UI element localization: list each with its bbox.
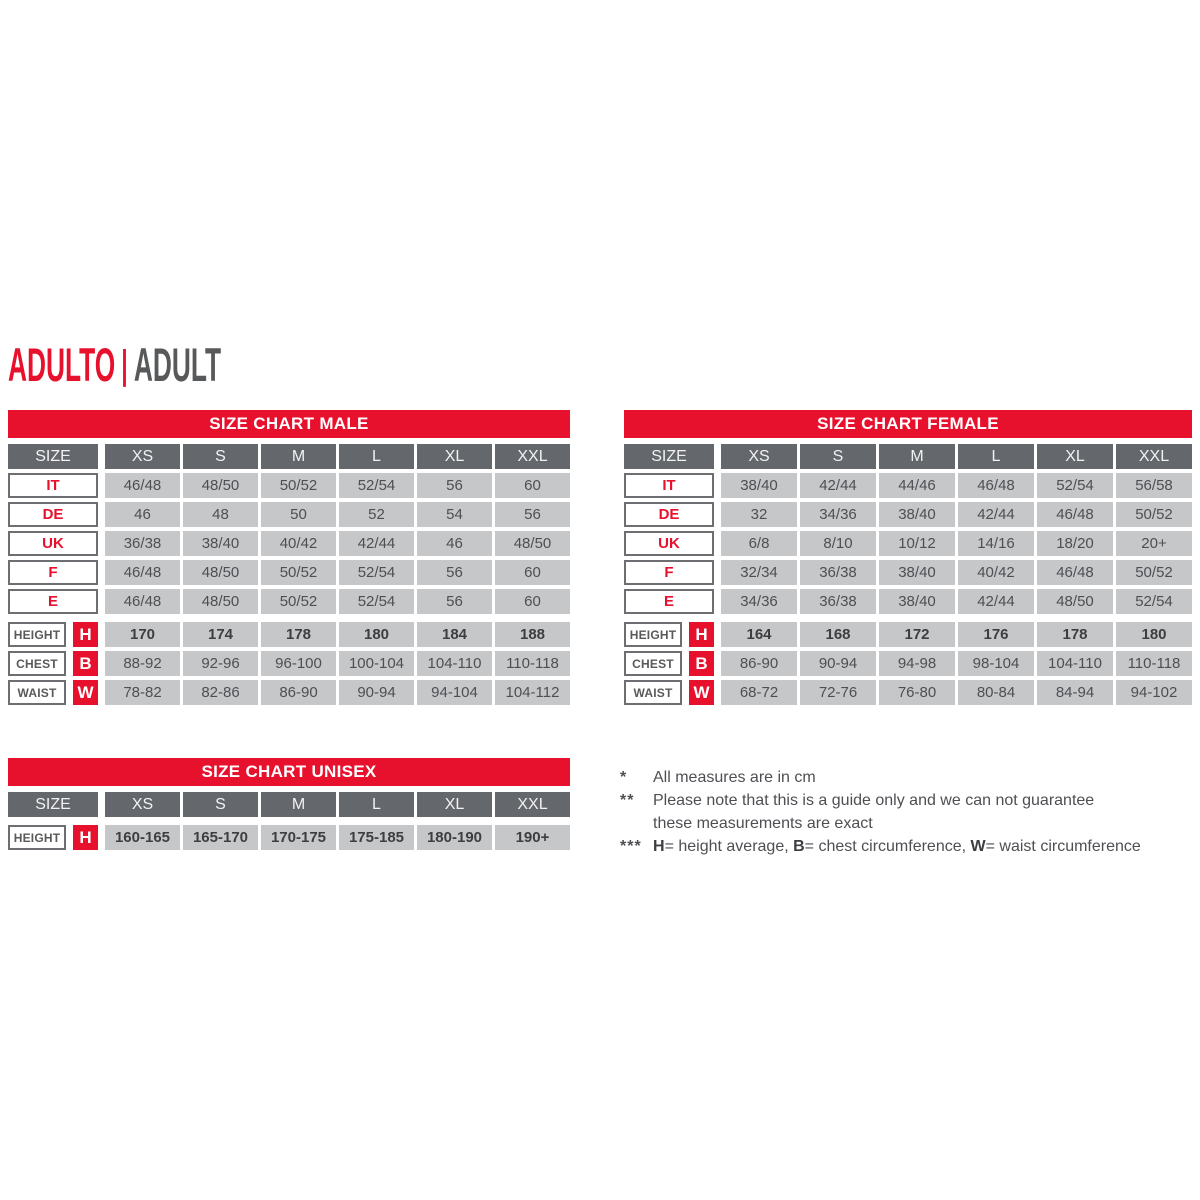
column-header-cell: L <box>958 444 1034 469</box>
data-cell: 176 <box>958 622 1034 647</box>
data-cell: 46/48 <box>1037 560 1113 585</box>
data-cell: 96-100 <box>261 651 336 676</box>
data-cell: 48/50 <box>495 531 570 556</box>
measure-label: WAIST <box>8 680 66 705</box>
data-cell: 164 <box>721 622 797 647</box>
column-header-cell: XS <box>721 444 797 469</box>
footnote-segment: = height average, <box>664 838 794 855</box>
data-cell: 174 <box>183 622 258 647</box>
data-cell: 170-175 <box>261 825 336 850</box>
data-cell: 54 <box>417 502 492 527</box>
data-cell: 94-98 <box>879 651 955 676</box>
column-header-cell: M <box>261 792 336 817</box>
data-cell: 52/54 <box>339 589 414 614</box>
measure-row <box>624 680 1192 705</box>
data-cells <box>105 680 570 705</box>
footnote-text <box>653 835 1200 858</box>
column-header-cell: XL <box>417 792 492 817</box>
data-cell: 92-96 <box>183 651 258 676</box>
data-cells <box>105 651 570 676</box>
data-cell: 78-82 <box>105 680 180 705</box>
data-cell: 40/42 <box>261 531 336 556</box>
data-cell: 180-190 <box>417 825 492 850</box>
data-cell: 52 <box>339 502 414 527</box>
data-cell: 170 <box>105 622 180 647</box>
column-header-row <box>8 444 570 469</box>
data-cell: 180 <box>1116 622 1192 647</box>
size-chart-male-table <box>8 410 570 705</box>
data-cells <box>105 502 570 527</box>
data-cell: 50/52 <box>261 589 336 614</box>
data-cell: 42/44 <box>800 473 876 498</box>
footnote-marker: *** <box>620 838 642 855</box>
data-cell: 34/36 <box>800 502 876 527</box>
data-cell: 42/44 <box>958 502 1034 527</box>
data-cell: 32 <box>721 502 797 527</box>
row-label-col <box>624 531 714 556</box>
data-cells <box>721 560 1192 585</box>
data-cell: 104-110 <box>417 651 492 676</box>
column-header-cells <box>105 444 570 469</box>
data-cell: 98-104 <box>958 651 1034 676</box>
size-chart-unisex-table <box>8 758 570 850</box>
data-cells <box>105 473 570 498</box>
data-cell: 38/40 <box>879 560 955 585</box>
column-header-cell: L <box>339 792 414 817</box>
measure-label-col <box>8 651 98 676</box>
size-row <box>8 473 570 498</box>
data-cell: 68-72 <box>721 680 797 705</box>
data-cell: 46 <box>105 502 180 527</box>
row-label-col <box>624 473 714 498</box>
data-cell: 50/52 <box>261 560 336 585</box>
data-cell: 46/48 <box>105 473 180 498</box>
table-title-bar: SIZE CHART UNISEX <box>8 758 570 786</box>
measure-badge: W <box>689 680 714 705</box>
data-cell: 84-94 <box>1037 680 1113 705</box>
data-cell: 50/52 <box>1116 560 1192 585</box>
data-cell: 168 <box>800 622 876 647</box>
row-label: IT <box>8 473 98 498</box>
data-cell: 48/50 <box>183 560 258 585</box>
data-cell: 46/48 <box>958 473 1034 498</box>
data-cells <box>721 589 1192 614</box>
data-cell: 38/40 <box>183 531 258 556</box>
data-cell: 160-165 <box>105 825 180 850</box>
size-row <box>8 560 570 585</box>
table-title-bar: SIZE CHART FEMALE <box>624 410 1192 438</box>
data-cell: 56/58 <box>1116 473 1192 498</box>
size-chart-female-table <box>624 410 1192 705</box>
data-cell: 86-90 <box>261 680 336 705</box>
data-cell: 48 <box>183 502 258 527</box>
measure-label: HEIGHT <box>624 622 682 647</box>
data-cell: 36/38 <box>105 531 180 556</box>
data-cell: 8/10 <box>800 531 876 556</box>
column-header-cell: S <box>183 444 258 469</box>
measure-label-col <box>624 622 714 647</box>
size-row <box>8 531 570 556</box>
size-row <box>624 560 1192 585</box>
measure-row <box>8 825 570 850</box>
data-cell: 34/36 <box>721 589 797 614</box>
data-cell: 56 <box>495 502 570 527</box>
data-cell: 56 <box>417 589 492 614</box>
column-header-row <box>8 792 570 817</box>
data-cell: 90-94 <box>339 680 414 705</box>
footnote-segment: B <box>793 838 805 855</box>
data-cell: 100-104 <box>339 651 414 676</box>
data-cell: 48/50 <box>1037 589 1113 614</box>
data-cell: 90-94 <box>800 651 876 676</box>
column-header-cell: S <box>800 444 876 469</box>
measure-badge: H <box>73 622 98 647</box>
data-cell: 94-102 <box>1116 680 1192 705</box>
measure-badge: H <box>689 622 714 647</box>
data-cell: 48/50 <box>183 473 258 498</box>
data-cell: 190+ <box>495 825 570 850</box>
data-cells <box>721 651 1192 676</box>
data-cell: 72-76 <box>800 680 876 705</box>
data-cell: 94-104 <box>417 680 492 705</box>
column-header-cell: XS <box>105 444 180 469</box>
row-label-col <box>624 502 714 527</box>
footnote-segment: = chest circumference, <box>804 838 971 855</box>
footnote <box>620 766 1200 789</box>
measure-label-col <box>624 680 714 705</box>
measure-badge: B <box>689 651 714 676</box>
row-label: F <box>8 560 98 585</box>
column-header-cell: XXL <box>1116 444 1192 469</box>
footnote-segment: W <box>970 838 986 855</box>
data-cell: 178 <box>1037 622 1113 647</box>
data-cell: 6/8 <box>721 531 797 556</box>
size-row <box>624 531 1192 556</box>
data-cell: 38/40 <box>879 502 955 527</box>
column-header-cell: M <box>261 444 336 469</box>
data-cells <box>105 622 570 647</box>
row-label: E <box>624 589 714 614</box>
size-row <box>624 502 1192 527</box>
row-label-col <box>8 473 98 498</box>
column-header-cell: XS <box>105 792 180 817</box>
page-title <box>8 338 222 391</box>
data-cell: 110-118 <box>1116 651 1192 676</box>
column-header-cell: L <box>339 444 414 469</box>
measure-label-col <box>8 622 98 647</box>
data-cell: 42/44 <box>339 531 414 556</box>
data-cell: 56 <box>417 560 492 585</box>
footnote-segment: All measures are in cm <box>653 769 816 786</box>
data-cell: 172 <box>879 622 955 647</box>
data-cell: 52/54 <box>339 473 414 498</box>
row-label-col <box>8 589 98 614</box>
size-column-header: SIZE <box>8 792 98 817</box>
data-cell: 38/40 <box>879 589 955 614</box>
column-header-cell: XL <box>1037 444 1113 469</box>
data-cell: 36/38 <box>800 589 876 614</box>
row-label-col <box>8 502 98 527</box>
column-header-cell: XL <box>417 444 492 469</box>
data-cell: 10/12 <box>879 531 955 556</box>
data-cell: 165-170 <box>183 825 258 850</box>
column-header-cells <box>721 444 1192 469</box>
page-title-primary: ADULTO <box>8 338 116 391</box>
data-cell: 80-84 <box>958 680 1034 705</box>
data-cell: 46/48 <box>105 589 180 614</box>
measure-label-col <box>8 680 98 705</box>
size-row <box>8 589 570 614</box>
measure-label: WAIST <box>624 680 682 705</box>
data-cell: 52/54 <box>339 560 414 585</box>
table-title-bar: SIZE CHART MALE <box>8 410 570 438</box>
data-cell: 60 <box>495 560 570 585</box>
measure-badge: H <box>73 825 98 850</box>
data-cell: 50 <box>261 502 336 527</box>
column-header-cell: XXL <box>495 792 570 817</box>
footnote-marker: * <box>620 769 628 786</box>
data-cell: 18/20 <box>1037 531 1113 556</box>
data-cell: 82-86 <box>183 680 258 705</box>
data-cell: 42/44 <box>958 589 1034 614</box>
measure-label-col <box>8 825 98 850</box>
data-cells <box>721 502 1192 527</box>
data-cell: 46/48 <box>1037 502 1113 527</box>
data-cell: 104-110 <box>1037 651 1113 676</box>
data-cell: 175-185 <box>339 825 414 850</box>
footnote-segment: = waist circumference <box>985 838 1141 855</box>
column-header-row <box>624 444 1192 469</box>
row-label: E <box>8 589 98 614</box>
data-cell: 60 <box>495 589 570 614</box>
footnote-text <box>653 766 1200 789</box>
row-label: DE <box>8 502 98 527</box>
footnote-segment: these measurements are exact <box>653 815 873 832</box>
data-cells <box>105 560 570 585</box>
data-cell: 46 <box>417 531 492 556</box>
data-cell: 48/50 <box>183 589 258 614</box>
data-cell: 52/54 <box>1116 589 1192 614</box>
footnote-segment: Please note that this is a guide only and we can not guarantee <box>653 792 1095 809</box>
footnote-text <box>653 789 1200 835</box>
data-cell: 44/46 <box>879 473 955 498</box>
size-column-header: SIZE <box>624 444 714 469</box>
measure-badge: W <box>73 680 98 705</box>
row-label: UK <box>8 531 98 556</box>
measure-row <box>8 622 570 647</box>
data-cell: 180 <box>339 622 414 647</box>
data-cells <box>105 825 570 850</box>
measure-badge: B <box>73 651 98 676</box>
row-label-col <box>8 560 98 585</box>
row-label-col <box>624 560 714 585</box>
row-label: F <box>624 560 714 585</box>
footnote-marker: ** <box>620 792 635 809</box>
row-label: DE <box>624 502 714 527</box>
page-title-secondary: ADULT <box>133 338 222 391</box>
page-title-separator: | <box>121 343 128 387</box>
data-cell: 46/48 <box>105 560 180 585</box>
measure-label-col <box>624 651 714 676</box>
measure-label: HEIGHT <box>8 825 66 850</box>
data-cell: 38/40 <box>721 473 797 498</box>
measure-row <box>624 651 1192 676</box>
data-cell: 76-80 <box>879 680 955 705</box>
data-cell: 52/54 <box>1037 473 1113 498</box>
row-label: IT <box>624 473 714 498</box>
column-header-cell: M <box>879 444 955 469</box>
row-label-col <box>8 531 98 556</box>
data-cell: 32/34 <box>721 560 797 585</box>
column-header-cells <box>105 792 570 817</box>
footnote-segment: H <box>653 838 665 855</box>
footnote <box>620 789 1200 835</box>
footnote <box>620 835 1200 858</box>
data-cells <box>721 473 1192 498</box>
data-cell: 50/52 <box>261 473 336 498</box>
data-cell: 20+ <box>1116 531 1192 556</box>
measure-label: CHEST <box>8 651 66 676</box>
data-cell: 104-112 <box>495 680 570 705</box>
data-cell: 14/16 <box>958 531 1034 556</box>
data-cells <box>105 531 570 556</box>
size-row <box>624 589 1192 614</box>
row-label-col <box>624 589 714 614</box>
measure-row <box>624 622 1192 647</box>
data-cell: 56 <box>417 473 492 498</box>
data-cell: 178 <box>261 622 336 647</box>
data-cells <box>721 531 1192 556</box>
data-cell: 60 <box>495 473 570 498</box>
data-cell: 88-92 <box>105 651 180 676</box>
measure-row <box>8 651 570 676</box>
measure-label: HEIGHT <box>8 622 66 647</box>
row-label: UK <box>624 531 714 556</box>
data-cell: 36/38 <box>800 560 876 585</box>
size-row <box>8 502 570 527</box>
data-cells <box>721 622 1192 647</box>
data-cells <box>105 589 570 614</box>
size-column-header: SIZE <box>8 444 98 469</box>
column-header-cell: S <box>183 792 258 817</box>
footnotes <box>620 766 1200 858</box>
measure-row <box>8 680 570 705</box>
data-cell: 50/52 <box>1116 502 1192 527</box>
data-cells <box>721 680 1192 705</box>
data-cell: 86-90 <box>721 651 797 676</box>
column-header-cell: XXL <box>495 444 570 469</box>
size-row <box>624 473 1192 498</box>
data-cell: 184 <box>417 622 492 647</box>
measure-label: CHEST <box>624 651 682 676</box>
data-cell: 40/42 <box>958 560 1034 585</box>
data-cell: 188 <box>495 622 570 647</box>
data-cell: 110-118 <box>495 651 570 676</box>
